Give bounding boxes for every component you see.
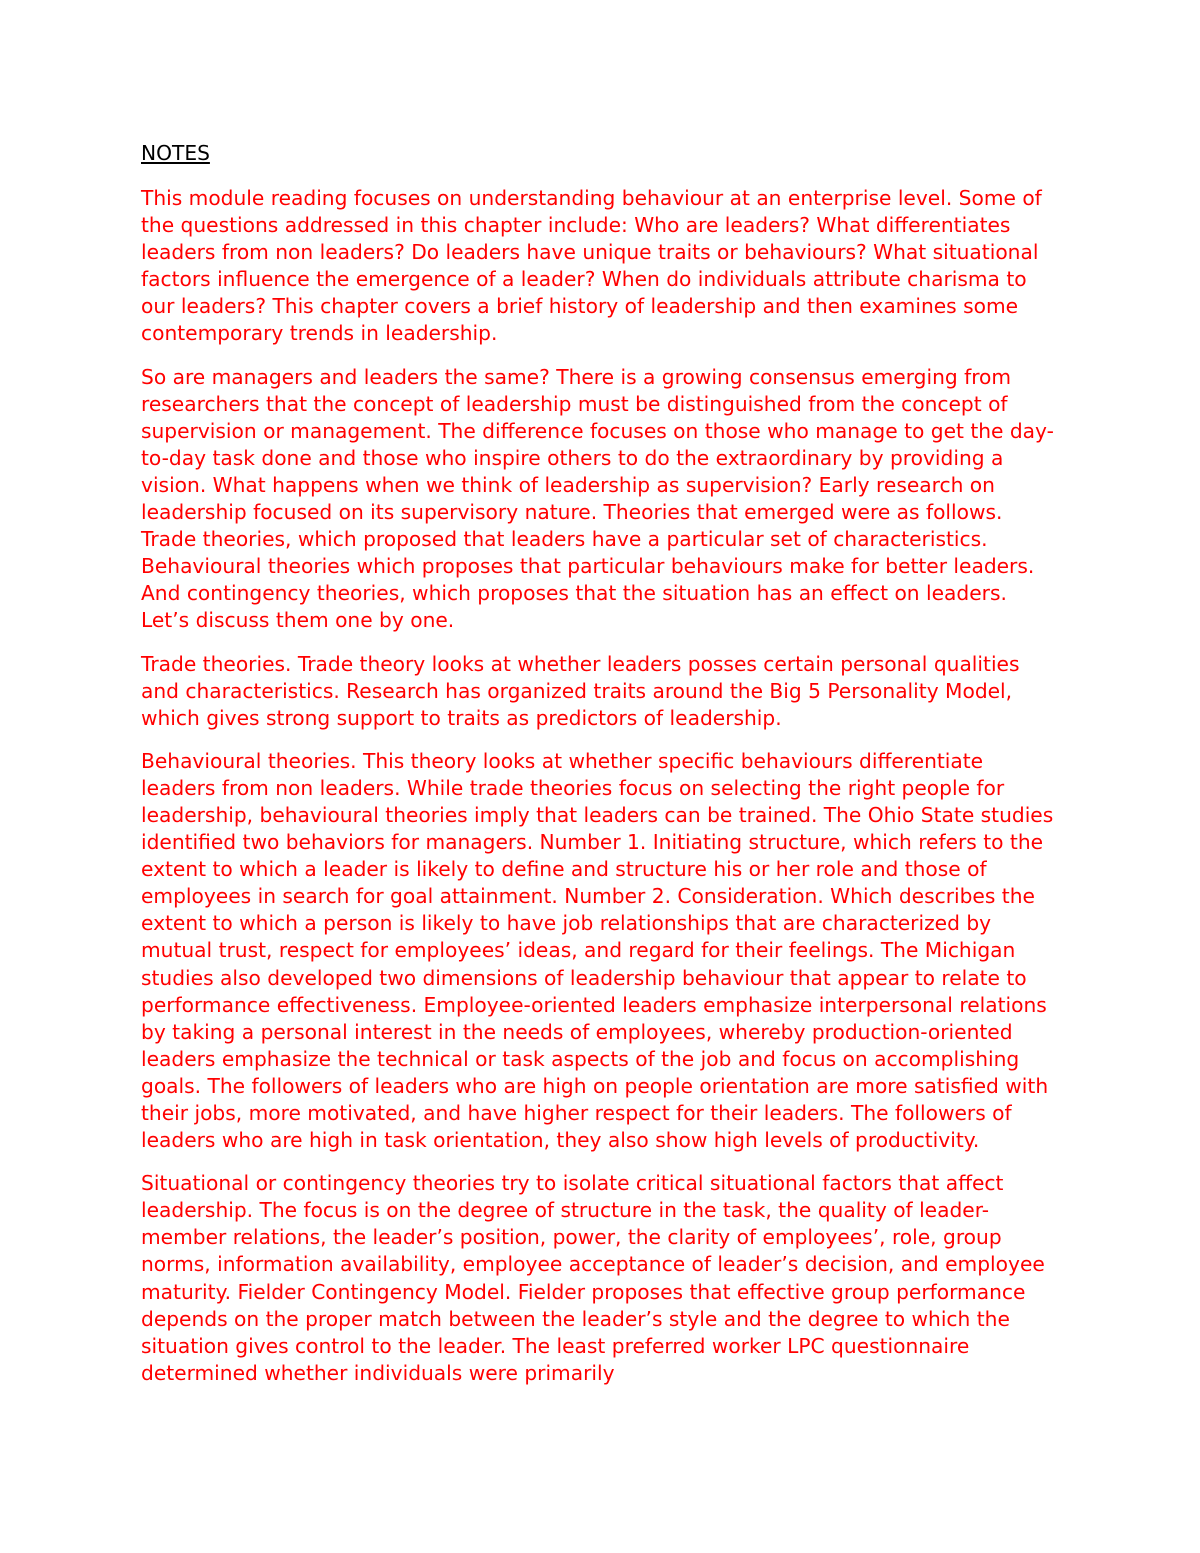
document-body (141, 139, 1061, 1403)
notes-heading: NOTES (141, 141, 210, 165)
paragraph-trade-theories: Trade theories. Trade theory looks at whether leaders posses certain personal qualities and characteristics. Research has organized traits around the Big 5 Personality Model, which gives strong support to traits as predictors of leadership. (141, 651, 1020, 730)
paragraph-intro: This module reading focuses on understanding behaviour at an enterprise level. Some of the questions addressed in this chapter include: Who are leaders? What differentiates leaders from non leaders? Do leaders have unique traits or behaviours? What situational factors influence the emergence of a leader? When do individuals attribute charisma to our leaders? This chapter covers a brief history of leadership and then examines some contemporary trends in leadership. (141, 186, 1042, 346)
paragraph-behavioural-theories: Behavioural theories. This theory looks at whether specific behaviours differentiate leaders from non leaders. While trade theories focus on selecting the right people for leadership, behavioural theories imply that leaders can be trained. The Ohio State studies identified two behaviors for managers. Number 1. Initiating structure, which refers to the extent to which a leader is likely to define and structure his or her role and those of employees in search for goal attainment. Number 2. Consideration. Which describes the extent to which a person is likely to have job relationships that are characterized by mutual trust, respect for employees’ ideas, and regard for their feelings. The Michigan studies also developed two dimensions of leadership behaviour that appear to relate to performance effectiveness. Employee-oriented leaders emphasize interpersonal relations by taking a personal interest in the needs of employees, whereby production-oriented leaders emphasize the technical or task aspects of the job and focus on accomplishing goals. The followers of leaders who are high on people orientation are more satisfied with their jobs, more motivated, and have higher respect for their leaders. The followers of leaders who are high in task orientation, they also show high levels of productivity. (141, 748, 1054, 1153)
paragraph-managers-vs-leaders: So are managers and leaders the same? There is a growing consensus emerging from researchers that the concept of leadership must be distinguished from the concept of supervision or management. The difference focuses on those who manage to get the day-to-day task done and those who inspire others to do the extraordinary by providing a vision. What happens when we think of leadership as supervision? Early research on leadership focused on its supervisory nature. Theories that emerged were as follows. Trade theories, which proposed that leaders have a particular set of characteristics. Behavioural theories which proposes that particular behaviours make for better leaders. And contingency theories, which proposes that the situation has an effect on leaders. Let’s discuss them one by one. (141, 364, 1054, 633)
paragraph-contingency-theories: Situational or contingency theories try to isolate critical situational factors that affect leadership. The focus is on the degree of structure in the task, the quality of leader-member relations, the leader’s position, power, the clarity of employees’, role, group norms, information availability, employee acceptance of leader’s decision, and employee maturity. Fielder Contingency Model. Fielder proposes that effective group performance depends on the proper match between the leader’s style and the degree to which the situation gives control to the leader. The least preferred worker LPC questionnaire determined whether individuals were primarily (141, 1171, 1045, 1385)
